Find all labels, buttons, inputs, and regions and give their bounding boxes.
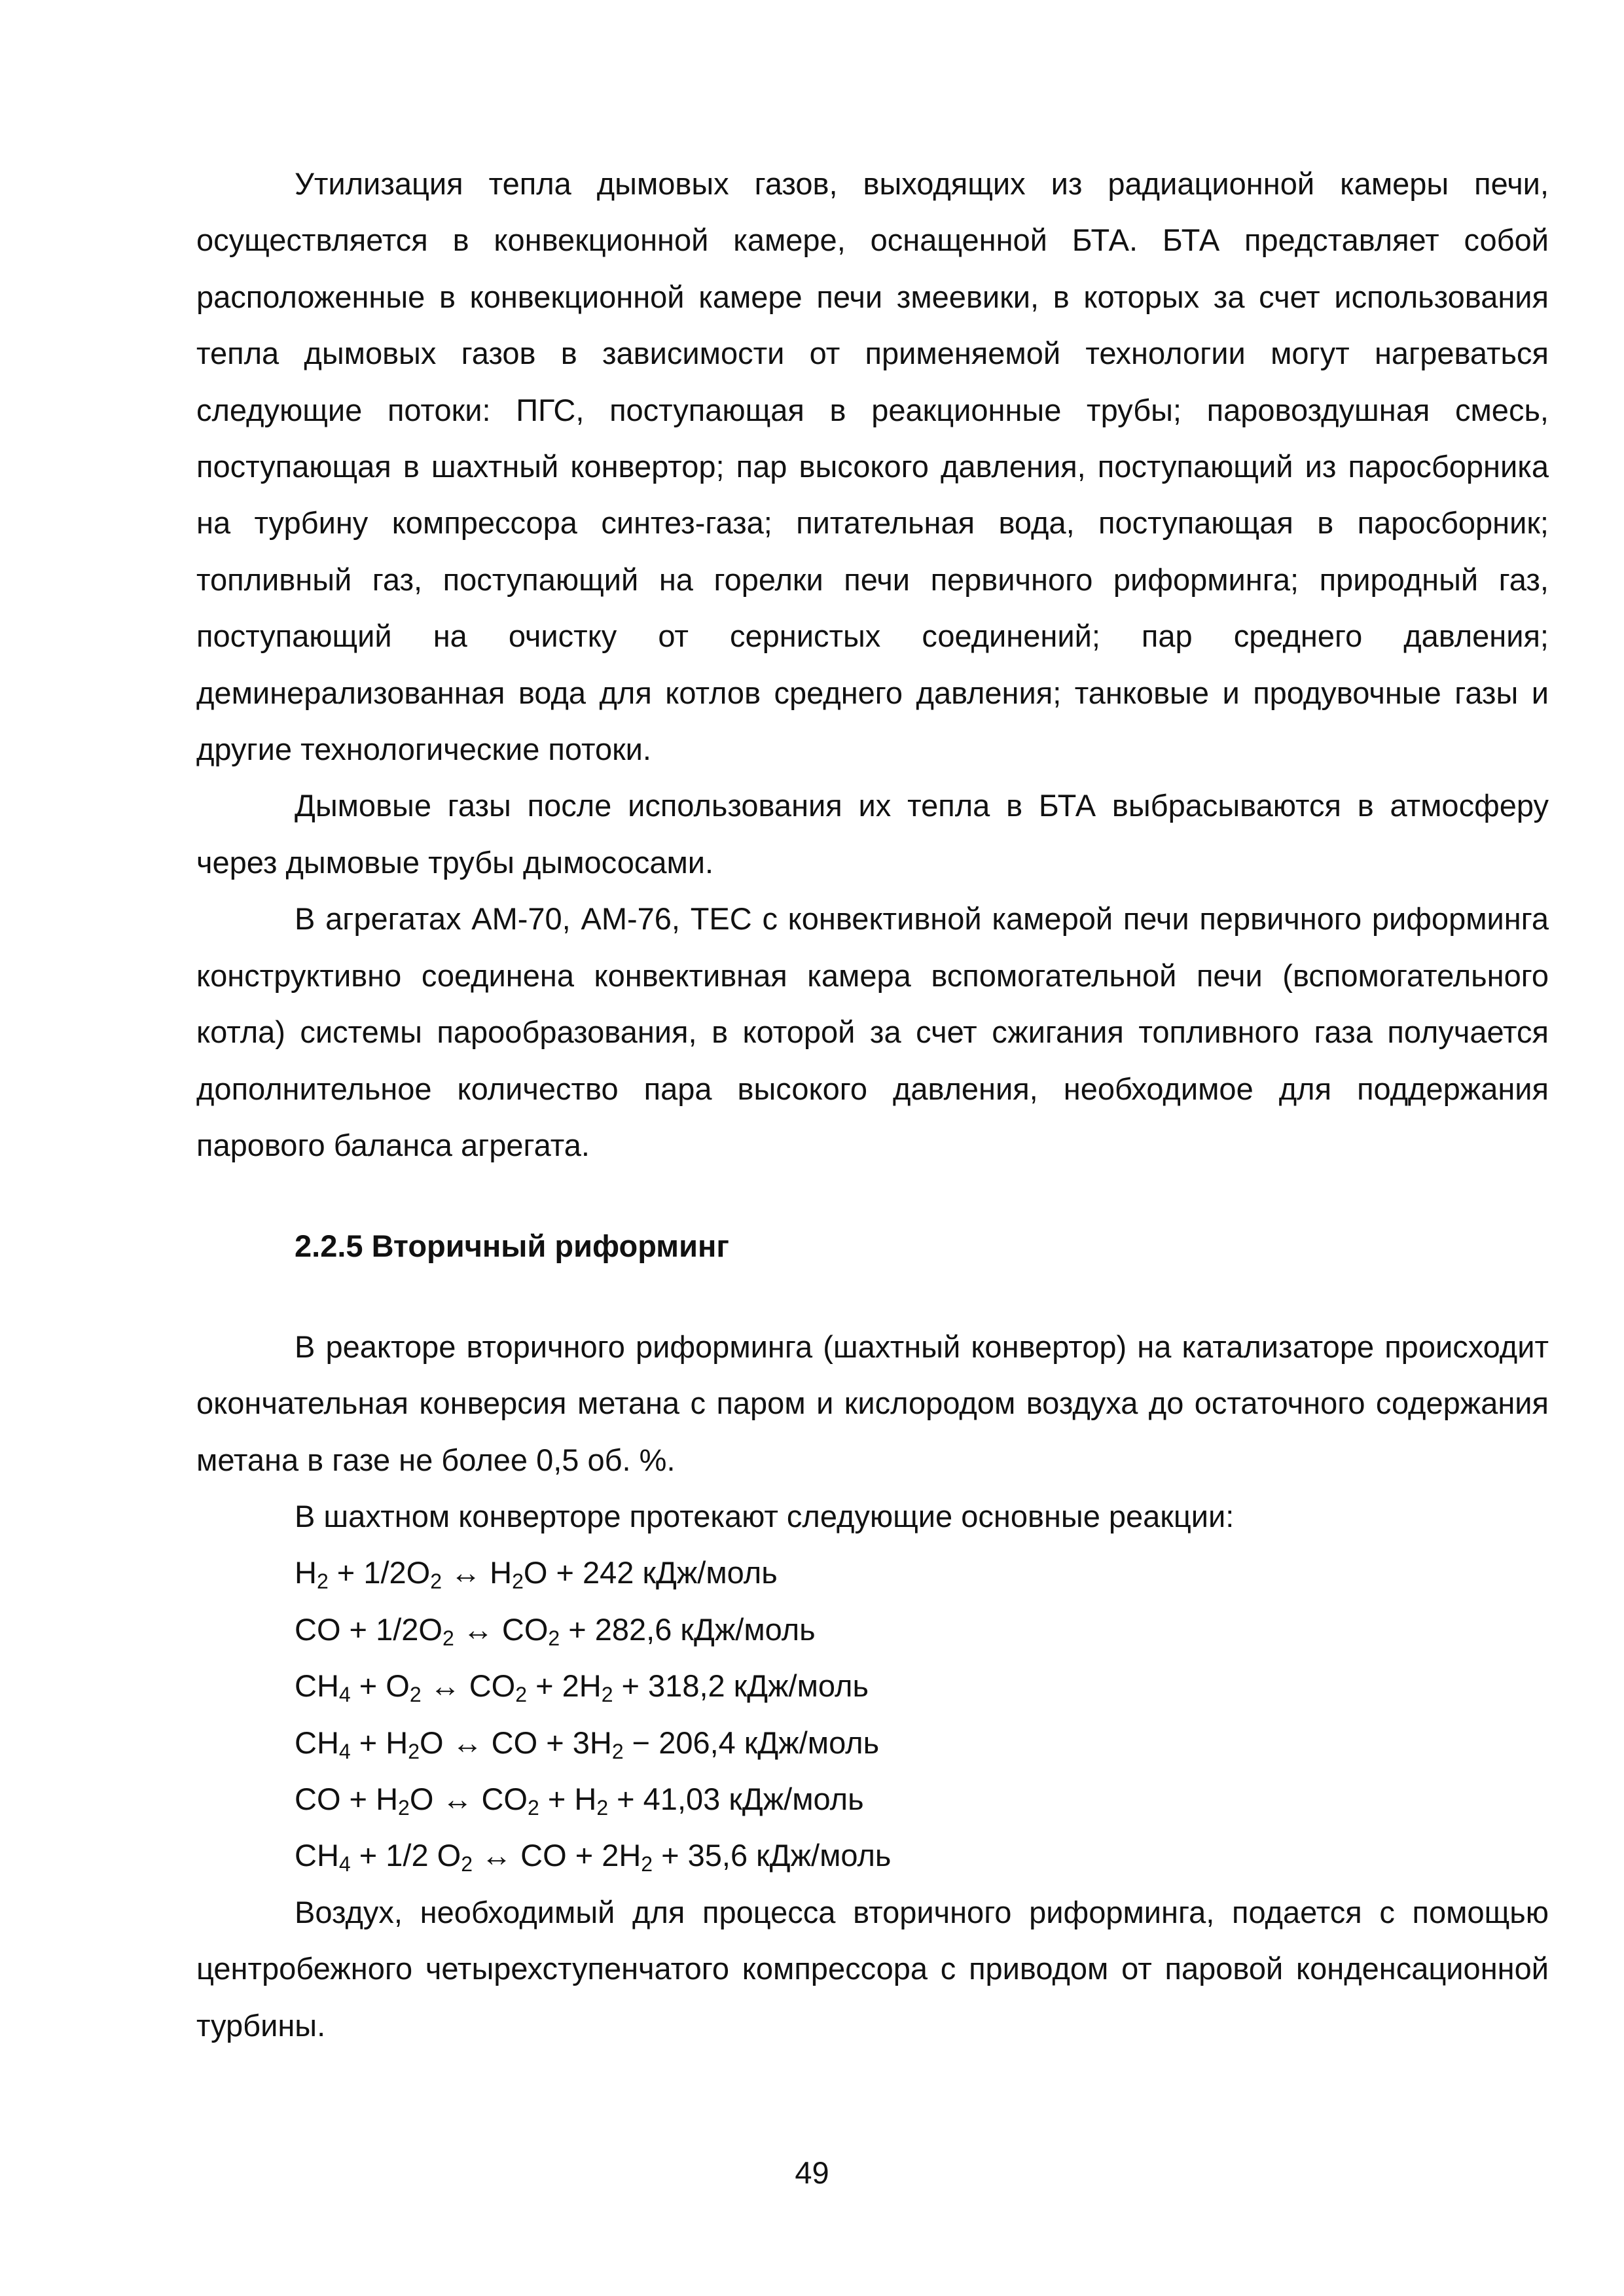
- subscript: 2: [408, 1739, 420, 1763]
- paragraph-reactions-intro: В шахтном конверторе протекают следующие основные реакции:: [295, 1498, 1235, 1534]
- reaction-text: + 41,03 кДж/моль: [608, 1781, 864, 1816]
- reaction-text: CO + H: [295, 1781, 399, 1816]
- subscript: 4: [338, 1739, 351, 1763]
- subscript: 2: [528, 1795, 539, 1820]
- reaction-list: [196, 1545, 1549, 1884]
- reaction-line: [196, 1827, 1549, 1884]
- reaction-line: [196, 1545, 1549, 1601]
- reaction-text: + 282,6 кДж/моль: [560, 1611, 816, 1647]
- subscript: 2: [548, 1626, 560, 1650]
- subscript: 2: [596, 1795, 609, 1820]
- paragraph-air-compressor: Воздух, необходимый для процесса вторичного риформинга, подается с помощью центробежного четырехступенчатого компрессора с приводом от паровой конденсационной турбины.: [196, 1894, 1549, 2043]
- subscript: 2: [316, 1570, 329, 1594]
- subscript: 4: [338, 1683, 351, 1707]
- subscript: 2: [641, 1852, 653, 1876]
- paragraph-secondary-reformer: В реакторе вторичного риформинга (шахтный конвертор) на катализаторе происходит окончательная конверсия метана с паром и кислородом воздуха до остаточного содержания метана в газе не более 0,5 об. %.: [196, 1329, 1549, 1477]
- reaction-line: [196, 1602, 1549, 1658]
- reaction-line: [196, 1771, 1549, 1827]
- section-heading: 2.2.5 Вторичный риформинг: [295, 1229, 729, 1264]
- subscript: 2: [512, 1570, 524, 1594]
- subscript: 2: [442, 1626, 454, 1650]
- reaction-text: ↔ CO + 2H: [473, 1838, 641, 1873]
- reaction-text: CO + 1/2O: [295, 1611, 442, 1647]
- subscript: 2: [398, 1795, 410, 1820]
- subscript: 2: [461, 1852, 473, 1876]
- reaction-line: [196, 1715, 1549, 1771]
- subscript: 2: [515, 1683, 528, 1707]
- reaction-text: ↔ CO: [454, 1611, 549, 1647]
- document-body: [196, 156, 1549, 2054]
- reaction-text: + H: [350, 1725, 408, 1760]
- subscript: 2: [611, 1739, 624, 1763]
- subscript: 4: [338, 1852, 351, 1876]
- reaction-text: + 2H: [527, 1668, 602, 1704]
- paragraph-flue-gas-exhaust: Дымовые газы после использования их тепла в БТА выбрасываются в атмосферу через дымовые трубы дымососами.: [196, 788, 1549, 880]
- reaction-text: + 1/2O: [328, 1555, 431, 1590]
- reaction-line: [196, 1658, 1549, 1714]
- reaction-text: O ↔ CO: [409, 1781, 528, 1816]
- subscript: 2: [409, 1683, 422, 1707]
- reaction-text: O ↔ CO + 3H: [420, 1725, 612, 1760]
- paragraph-aggregates: В агрегатах АМ-70, АМ-76, ТЕС с конвективной камерой печи первичного риформинга конструктивно соединена конвективная камера вспомогательной печи (вспомогательного котла) системы парообразования, в которой за счет сжигания топливного газа получается дополнительное количество пара высокого давления, необходимое для поддержания парового баланса агрегата.: [196, 901, 1549, 1162]
- reaction-text: ↔ CO: [421, 1668, 516, 1704]
- reaction-text: + O: [350, 1668, 410, 1704]
- reaction-text: H: [295, 1555, 317, 1590]
- reaction-text: CH: [295, 1838, 339, 1873]
- reaction-text: CH: [295, 1668, 339, 1704]
- reaction-text: CH: [295, 1725, 339, 1760]
- reaction-text: O + 242 кДж/моль: [523, 1555, 778, 1590]
- reaction-text: − 206,4 кДж/моль: [623, 1725, 880, 1760]
- reaction-text: + 35,6 кДж/моль: [653, 1838, 892, 1873]
- reaction-text: + H: [539, 1781, 597, 1816]
- paragraph-flue-gas-heat: Утилизация тепла дымовых газов, выходящих из радиационной камеры печи, осуществляется в конвекционной камере, оснащенной БТА. БТА представляет собой расположенные в конвекционной камере печи змеевики, в которых за счет использования тепла дымовых газов в зависимости от применяемой технологии могут нагреваться следующие потоки: ПГС, поступающая в реакционные трубы; паровоздушная смесь, поступающая в шахтный конвертор; пар высокого давления, поступающий из паросборника на турбину компрессора синтез-газа; питательная вода, поступающая в паросборник; топливный газ, поступающий на горелки печи первичного риформинга; природный газ, поступающий на очистку от сернистых соединений; пар среднего давления; деминерализованная вода для котлов среднего давления; танковые и продувочные газы и другие технологические потоки.: [196, 166, 1549, 767]
- subscript: 2: [430, 1570, 442, 1594]
- page-number: 49: [795, 2155, 829, 2190]
- reaction-text: + 1/2 O: [350, 1838, 461, 1873]
- reaction-text: + 318,2 кДж/моль: [613, 1668, 869, 1704]
- subscript: 2: [601, 1683, 613, 1707]
- reaction-text: ↔ H: [442, 1555, 513, 1590]
